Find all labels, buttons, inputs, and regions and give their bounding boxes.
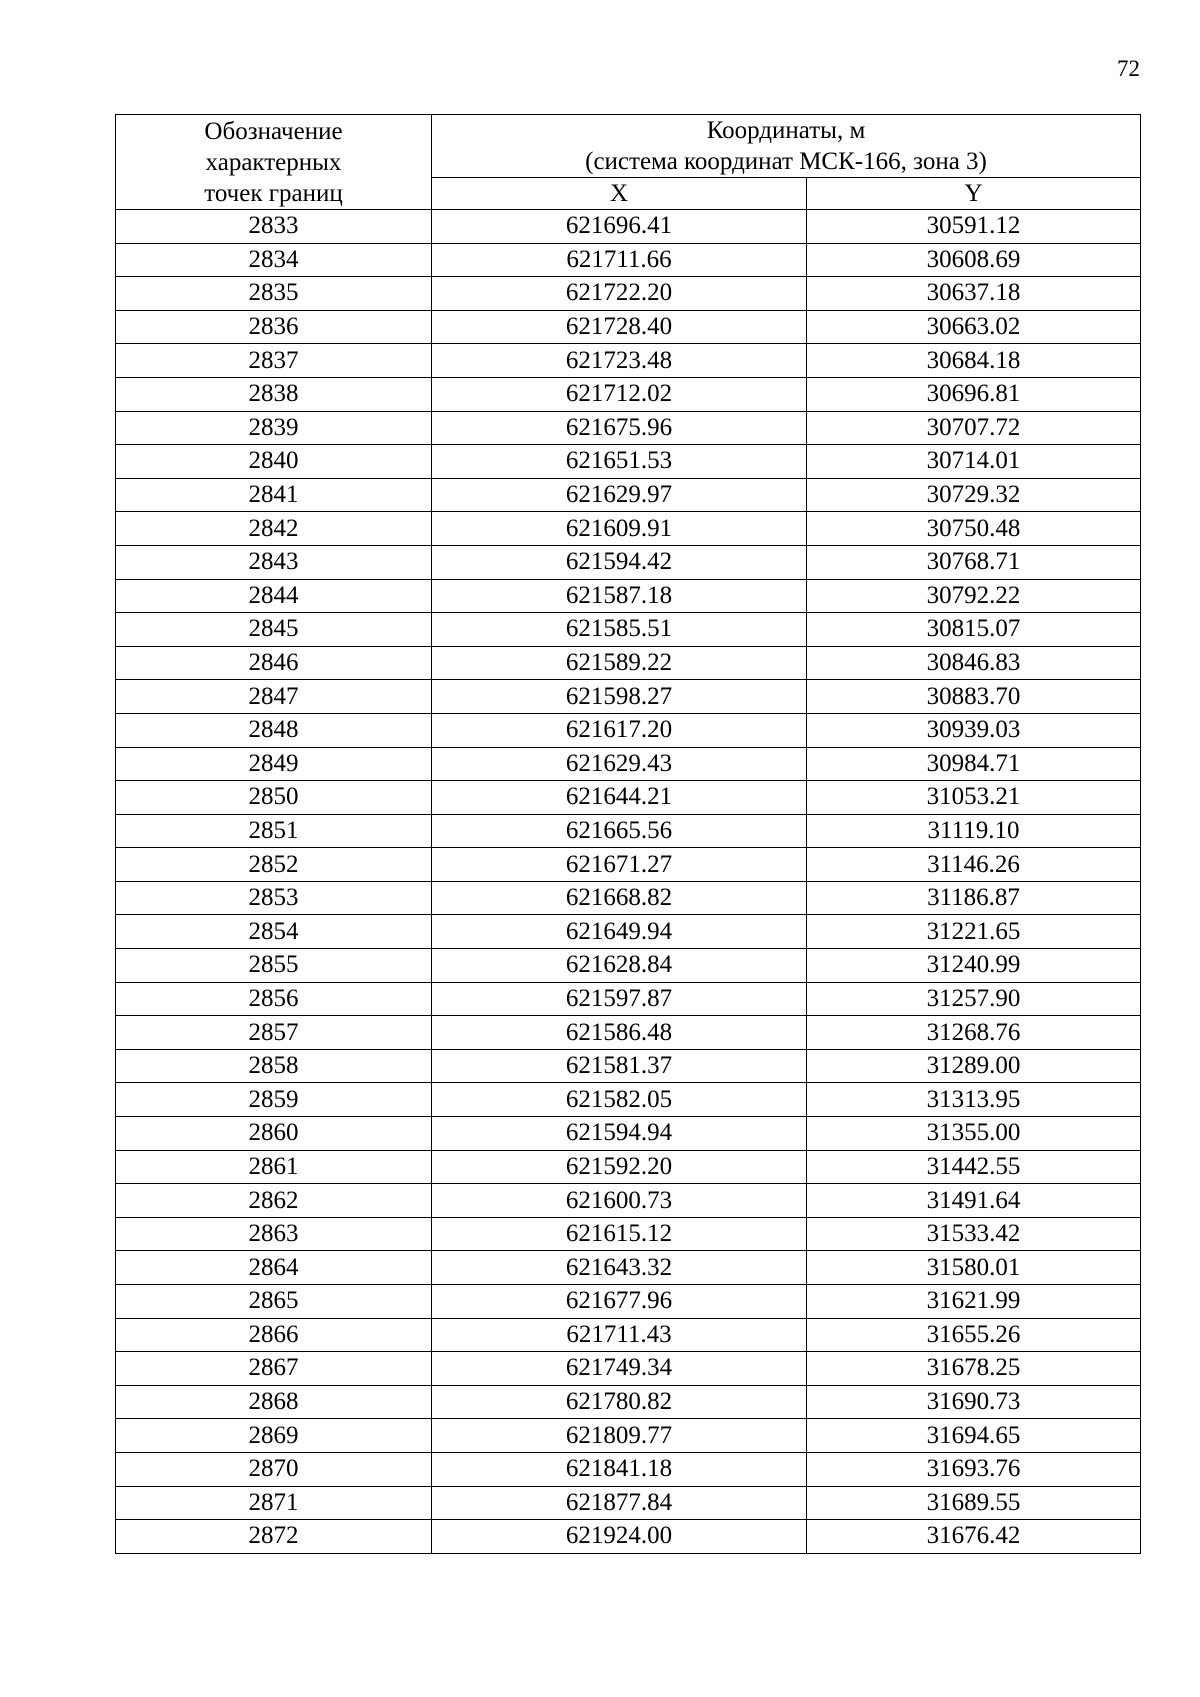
- table-header: [116, 115, 1141, 210]
- table-row: [116, 1419, 1141, 1453]
- table-row: [116, 982, 1141, 1016]
- table-row: [116, 881, 1141, 915]
- y-column-header: Y: [807, 178, 1141, 210]
- x-cell: 621809.77: [432, 1419, 807, 1453]
- point-cell: 2844: [116, 579, 432, 613]
- x-cell: 621671.27: [432, 848, 807, 882]
- table-row: [116, 915, 1141, 949]
- x-cell: 621592.20: [432, 1150, 807, 1184]
- table-row: [116, 1318, 1141, 1352]
- coordinate-system: (система координат МСК-166, зона 3): [585, 148, 987, 175]
- table-row: [116, 1251, 1141, 1285]
- y-cell: 30714.01: [807, 445, 1141, 479]
- y-cell: 31694.65: [807, 1419, 1141, 1453]
- x-cell: 621877.84: [432, 1486, 807, 1520]
- table-row: [116, 277, 1141, 311]
- table-row: [116, 1016, 1141, 1050]
- y-cell: 30939.03: [807, 713, 1141, 747]
- y-cell: 31053.21: [807, 781, 1141, 815]
- point-cell: 2857: [116, 1016, 432, 1050]
- table-row: [116, 1452, 1141, 1486]
- point-cell: 2841: [116, 478, 432, 512]
- point-cell: 2858: [116, 1049, 432, 1083]
- point-cell: 2848: [116, 713, 432, 747]
- point-header-line-2: характерных: [205, 148, 342, 176]
- x-cell: 621629.43: [432, 747, 807, 781]
- point-cell: 2835: [116, 277, 432, 311]
- x-cell: 621597.87: [432, 982, 807, 1016]
- point-cell: 2867: [116, 1352, 432, 1386]
- point-cell: 2852: [116, 848, 432, 882]
- point-cell: 2869: [116, 1419, 432, 1453]
- table-row: [116, 814, 1141, 848]
- x-cell: 621600.73: [432, 1184, 807, 1218]
- y-cell: 31491.64: [807, 1184, 1141, 1218]
- point-cell: 2853: [116, 881, 432, 915]
- point-cell: 2840: [116, 445, 432, 479]
- point-cell: 2861: [116, 1150, 432, 1184]
- y-cell: 31240.99: [807, 949, 1141, 983]
- y-cell: 31442.55: [807, 1150, 1141, 1184]
- point-cell: 2839: [116, 411, 432, 445]
- x-cell: 621722.20: [432, 277, 807, 311]
- point-cell: 2843: [116, 545, 432, 579]
- point-cell: 2864: [116, 1251, 432, 1285]
- y-cell: 31268.76: [807, 1016, 1141, 1050]
- x-cell: 621780.82: [432, 1385, 807, 1419]
- table-row: [116, 646, 1141, 680]
- table-row: [116, 781, 1141, 815]
- x-cell: 621582.05: [432, 1083, 807, 1117]
- x-cell: 621643.32: [432, 1251, 807, 1285]
- point-cell: 2865: [116, 1285, 432, 1319]
- x-cell: 621617.20: [432, 713, 807, 747]
- x-cell: 621675.96: [432, 411, 807, 445]
- table-row: [116, 747, 1141, 781]
- point-cell: 2838: [116, 377, 432, 411]
- table-row: [116, 344, 1141, 378]
- x-cell: 621598.27: [432, 680, 807, 714]
- table-row: [116, 1117, 1141, 1151]
- point-cell: 2846: [116, 646, 432, 680]
- y-cell: 30815.07: [807, 613, 1141, 647]
- point-cell: 2866: [116, 1318, 432, 1352]
- point-cell: 2834: [116, 243, 432, 277]
- table-row: [116, 310, 1141, 344]
- table-row: [116, 1486, 1141, 1520]
- table-row: [116, 1083, 1141, 1117]
- table-row: [116, 243, 1141, 277]
- x-cell: 621589.22: [432, 646, 807, 680]
- table-row: [116, 1150, 1141, 1184]
- table-row: [116, 1217, 1141, 1251]
- x-column-header: X: [432, 178, 807, 210]
- table-row: [116, 210, 1141, 244]
- y-cell: 30984.71: [807, 747, 1141, 781]
- point-cell: 2850: [116, 781, 432, 815]
- table-row: [116, 713, 1141, 747]
- table-row: [116, 1285, 1141, 1319]
- table-row: [116, 579, 1141, 613]
- x-cell: 621651.53: [432, 445, 807, 479]
- table-body: [116, 210, 1141, 1554]
- point-cell: 2859: [116, 1083, 432, 1117]
- table-row: [116, 613, 1141, 647]
- point-cell: 2860: [116, 1117, 432, 1151]
- y-cell: 31580.01: [807, 1251, 1141, 1285]
- y-cell: 31621.99: [807, 1285, 1141, 1319]
- x-cell: 621629.97: [432, 478, 807, 512]
- point-cell: 2833: [116, 210, 432, 244]
- y-cell: 31289.00: [807, 1049, 1141, 1083]
- y-cell: 31313.95: [807, 1083, 1141, 1117]
- table-row: [116, 1049, 1141, 1083]
- point-cell: 2863: [116, 1217, 432, 1251]
- point-cell: 2856: [116, 982, 432, 1016]
- x-cell: 621711.43: [432, 1318, 807, 1352]
- y-cell: 31676.42: [807, 1520, 1141, 1554]
- y-cell: 30729.32: [807, 478, 1141, 512]
- y-cell: 30591.12: [807, 210, 1141, 244]
- coordinates-header: [432, 115, 1141, 178]
- x-cell: 621841.18: [432, 1452, 807, 1486]
- x-cell: 621696.41: [432, 210, 807, 244]
- point-cell: 2837: [116, 344, 432, 378]
- x-cell: 621668.82: [432, 881, 807, 915]
- x-cell: 621677.96: [432, 1285, 807, 1319]
- x-cell: 621585.51: [432, 613, 807, 647]
- point-cell: 2855: [116, 949, 432, 983]
- y-cell: 31678.25: [807, 1352, 1141, 1386]
- x-cell: 621649.94: [432, 915, 807, 949]
- y-cell: 30707.72: [807, 411, 1141, 445]
- point-cell: 2870: [116, 1452, 432, 1486]
- table-row: [116, 512, 1141, 546]
- y-cell: 31146.26: [807, 848, 1141, 882]
- table-row: [116, 1184, 1141, 1218]
- x-cell: 621609.91: [432, 512, 807, 546]
- x-cell: 621749.34: [432, 1352, 807, 1386]
- x-cell: 621712.02: [432, 377, 807, 411]
- y-cell: 31257.90: [807, 982, 1141, 1016]
- table-row: [116, 478, 1141, 512]
- y-cell: 30883.70: [807, 680, 1141, 714]
- page-number: 72: [1117, 56, 1140, 81]
- y-cell: 31690.73: [807, 1385, 1141, 1419]
- y-cell: 31655.26: [807, 1318, 1141, 1352]
- x-cell: 621644.21: [432, 781, 807, 815]
- x-cell: 621587.18: [432, 579, 807, 613]
- point-cell: 2845: [116, 613, 432, 647]
- point-cell: 2836: [116, 310, 432, 344]
- y-cell: 31119.10: [807, 814, 1141, 848]
- y-cell: 31693.76: [807, 1452, 1141, 1486]
- table-row: [116, 680, 1141, 714]
- table-row: [116, 1352, 1141, 1386]
- coordinates-title: Координаты, м: [706, 117, 866, 144]
- table-row: [116, 411, 1141, 445]
- y-cell: 30663.02: [807, 310, 1141, 344]
- point-cell: 2871: [116, 1486, 432, 1520]
- x-cell: 621711.66: [432, 243, 807, 277]
- x-cell: 621628.84: [432, 949, 807, 983]
- point-cell: 2862: [116, 1184, 432, 1218]
- y-cell: 30608.69: [807, 243, 1141, 277]
- y-cell: 30696.81: [807, 377, 1141, 411]
- table-row: [116, 1520, 1141, 1554]
- x-cell: 621728.40: [432, 310, 807, 344]
- y-cell: 31689.55: [807, 1486, 1141, 1520]
- y-cell: 30637.18: [807, 277, 1141, 311]
- x-cell: 621723.48: [432, 344, 807, 378]
- point-header-line-1: Обозначение: [204, 117, 343, 145]
- x-cell: 621924.00: [432, 1520, 807, 1554]
- point-cell: 2854: [116, 915, 432, 949]
- y-cell: 30768.71: [807, 545, 1141, 579]
- x-cell: 621594.42: [432, 545, 807, 579]
- y-cell: 30792.22: [807, 579, 1141, 613]
- y-cell: 30846.83: [807, 646, 1141, 680]
- point-cell: 2872: [116, 1520, 432, 1554]
- y-cell: 30684.18: [807, 344, 1141, 378]
- x-cell: 621581.37: [432, 1049, 807, 1083]
- y-cell: 31221.65: [807, 915, 1141, 949]
- y-cell: 30750.48: [807, 512, 1141, 546]
- point-cell: 2847: [116, 680, 432, 714]
- table-row: [116, 377, 1141, 411]
- x-cell: 621586.48: [432, 1016, 807, 1050]
- table-row: [116, 445, 1141, 479]
- y-cell: 31355.00: [807, 1117, 1141, 1151]
- table-row: [116, 949, 1141, 983]
- table-row: [116, 848, 1141, 882]
- x-cell: 621665.56: [432, 814, 807, 848]
- point-cell: 2849: [116, 747, 432, 781]
- point-cell: 2868: [116, 1385, 432, 1419]
- point-designation-header: [116, 115, 432, 210]
- x-cell: 621615.12: [432, 1217, 807, 1251]
- point-header-line-3: точек границ: [204, 179, 343, 207]
- y-cell: 31186.87: [807, 881, 1141, 915]
- table-row: [116, 545, 1141, 579]
- table-row: [116, 1385, 1141, 1419]
- point-cell: 2851: [116, 814, 432, 848]
- y-cell: 31533.42: [807, 1217, 1141, 1251]
- x-cell: 621594.94: [432, 1117, 807, 1151]
- point-cell: 2842: [116, 512, 432, 546]
- coordinates-table: [115, 114, 1141, 1554]
